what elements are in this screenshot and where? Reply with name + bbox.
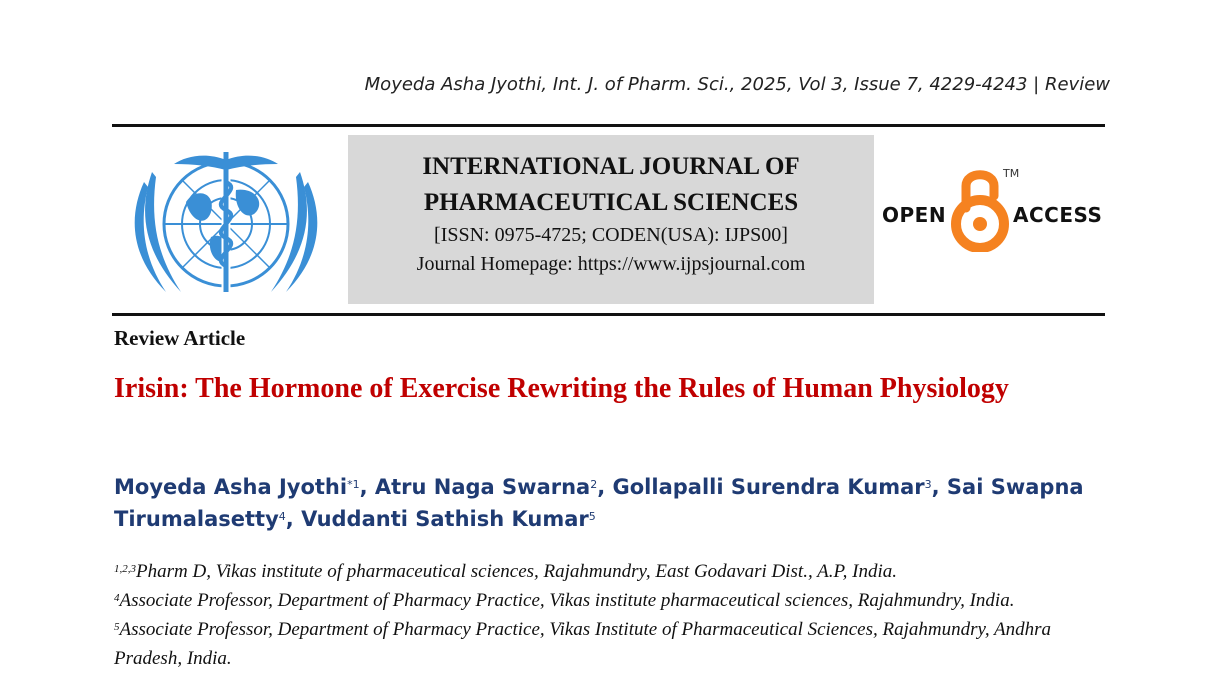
author-name: Gollapalli Surendra Kumar <box>612 475 925 499</box>
issn-line: [ISSN: 0975-4725; CODEN(USA): IJPS00] <box>434 224 788 246</box>
journal-masthead <box>348 135 874 304</box>
author-affiliation-marker: 2 <box>590 478 598 491</box>
article-type-label: Review Article <box>114 326 246 350</box>
author-name: Moyeda Asha Jyothi <box>114 475 348 499</box>
author-list: Moyeda Asha Jyothi$^{*1}$, Atru Naga Swarna$^2$, Gollapalli Surendra Kumar$^3$, Sai Swapna Tirumalasetty$^4$, Vuddanti Sathish Kumar$^5$ <box>114 475 1084 531</box>
affiliation-marker: 4 <box>114 592 120 604</box>
affiliation-item <box>114 557 1114 586</box>
affiliation-item <box>114 615 1114 673</box>
author-name: Atru Naga Swarna <box>374 475 591 499</box>
un-emblem-logo <box>126 142 326 304</box>
affiliation-text: Associate Professor, Department of Pharmacy Practice, Vikas institute pharmaceutical sciences, Rajahmundry, India. <box>119 590 1015 611</box>
open-access-trademark: TM <box>1003 167 1020 180</box>
affiliation-marker: 1,2,3 <box>114 563 136 575</box>
running-head: Moyeda Asha Jyothi, Int. J. of Pharm. Sci., 2025, Vol 3, Issue 7, 4229-4243 | Review <box>364 74 1110 95</box>
affiliation-list <box>114 557 1114 673</box>
journal-homepage-line[interactable]: Journal Homepage: https://www.ijpsjournal.com <box>416 253 806 275</box>
article-title: Irisin: The Hormone of Exercise Rewriting the Rules of Human Physiology <box>114 373 1009 404</box>
affiliation-marker: 5 <box>114 621 120 633</box>
header-rule-bottom <box>112 313 1105 316</box>
author-name: Sai Swapna Tirumalasetty <box>114 475 1084 531</box>
journal-title-line2: PHARMACEUTICAL SCIENCES <box>423 189 799 216</box>
journal-title-line1: INTERNATIONAL JOURNAL OF <box>422 153 800 180</box>
open-access-open-text: OPEN <box>882 203 947 227</box>
affiliation-text: Associate Professor, Department of Pharmacy Practice, Vikas Institute of Pharmaceutical Sciences, Rajahmundry, Andhra Pradesh, India. <box>114 619 1052 669</box>
header-rule-top <box>112 124 1105 127</box>
author-affiliation-marker: 3 <box>924 478 932 491</box>
affiliation-text: Pharm D, Vikas institute of pharmaceutical sciences, Rajahmundry, East Godavari Dist., A.P, India. <box>136 561 897 582</box>
author-name: Vuddanti Sathish Kumar <box>301 507 589 531</box>
affiliation-item <box>114 586 1114 615</box>
author-affiliation-marker: 4 <box>278 510 286 523</box>
author-affiliation-marker: 5 <box>588 510 596 523</box>
open-access-access-text: ACCESS <box>1013 203 1103 227</box>
author-affiliation-marker: *1 <box>347 478 360 491</box>
